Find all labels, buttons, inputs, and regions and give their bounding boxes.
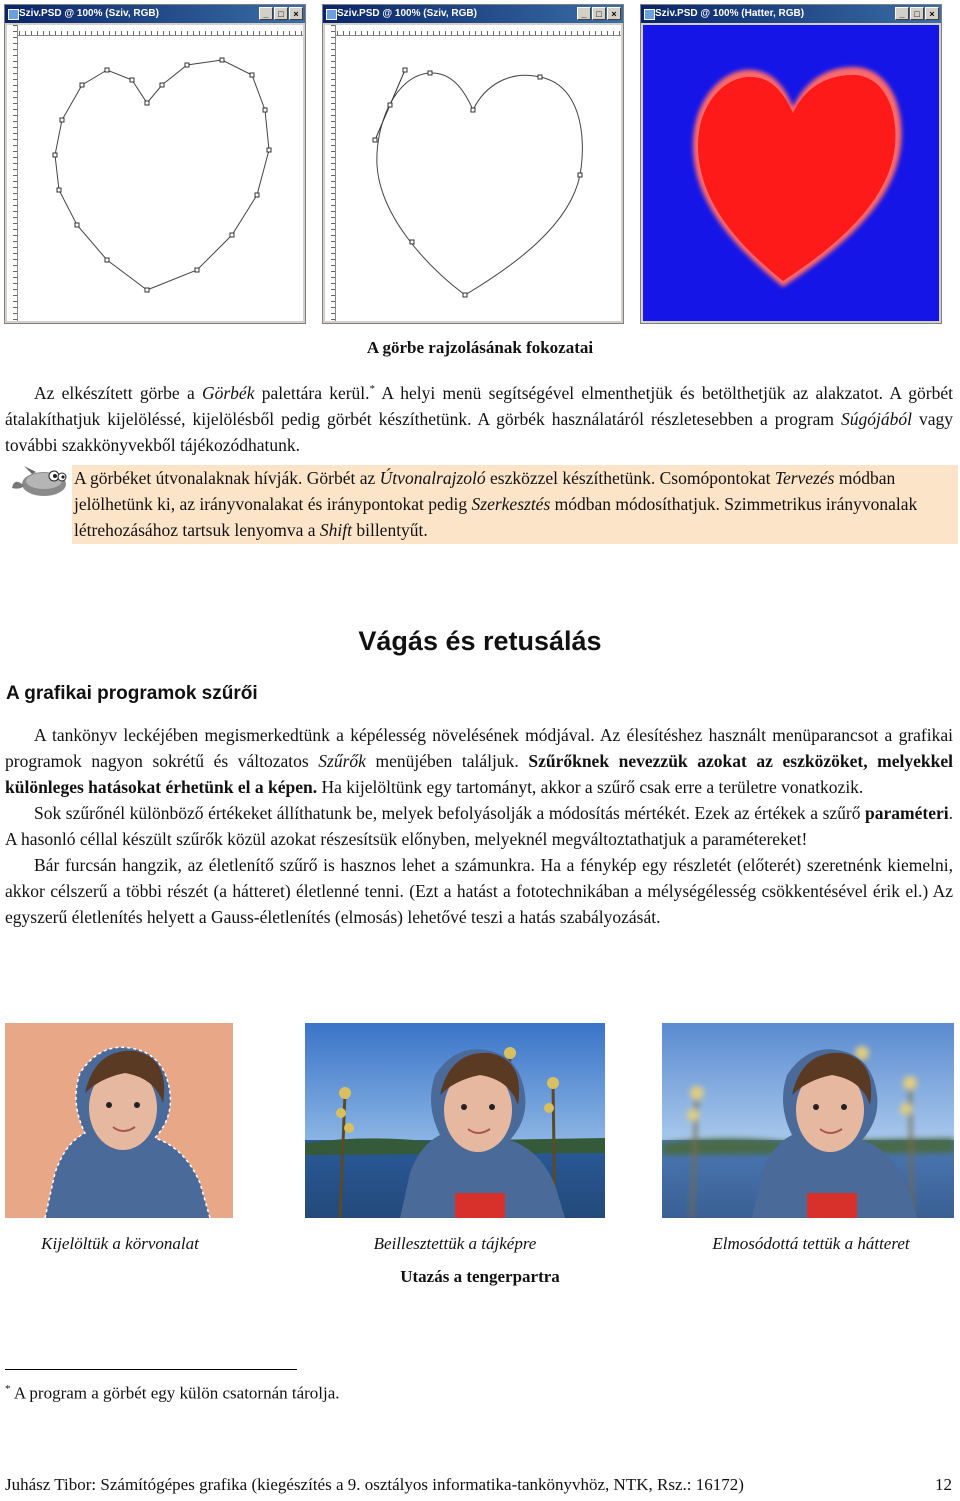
girl-portrait-selected (5, 1023, 233, 1218)
figure-caption: A görbe rajzolásának fokozatai (366, 338, 594, 357)
canvas-heart-curve (325, 25, 621, 321)
paragraph-curves: Az elkészített görbe a Görbék palettára kerül.* A helyi menü segítségével elmenthetjük és betölthetjük az alakzatot. A görbét átalakíthatjuk kijelöléssé, kijelölésből pedig görbét készíthetünk. A görbék használatáról részletesebben a program Súgójából vagy további szakkönyvekből tájékozódhatunk. (5, 382, 953, 455)
minimize-icon[interactable]: _ (895, 7, 909, 20)
close-icon[interactable]: × (289, 7, 303, 20)
maximize-icon[interactable]: □ (910, 7, 924, 20)
gimp-hint-box: A görbéket útvonalaknak hívják. Görbét az Útvonalrajzoló eszközzel készíthetünk. Csomópontokat Tervezés módban jelölhetünk ki, az irányvonalakat és iránypontokat pedig Szerkesztés módban módosíthatjuk. Szimmetrikus irányvonalak létrehozásához tartsuk lenyomva a Shift billentyűt. (72, 465, 958, 544)
photo-caption-3: Elmosódottá tettük a hátteret (712, 1234, 910, 1253)
girl-blurred-background (662, 1023, 954, 1218)
maximize-icon[interactable]: □ (274, 7, 288, 20)
heart-path-outline (7, 25, 303, 321)
close-icon[interactable]: × (607, 7, 621, 20)
window-title: Sziv.PSD @ 100% (Sziv, RGB) (19, 8, 159, 19)
section-title: Vágás és retusálás (358, 626, 602, 656)
canvas-heart-path (7, 25, 303, 321)
maximize-icon[interactable]: □ (592, 7, 606, 20)
heart-filled-shape (643, 25, 939, 321)
window-title: Sziv.PSD @ 100% (Sziv, RGB) (337, 8, 477, 19)
close-icon[interactable]: × (925, 7, 939, 20)
subsection-title: A grafikai programok szűrői (6, 683, 258, 704)
footnote-divider (5, 1369, 297, 1370)
page-footer-text: Juhász Tibor: Számítógépes grafika (kiegészítés a 9. osztályos informatika-tankönyvhöz, NTK, Rsz.: 16172) (5, 1475, 744, 1494)
document-icon (326, 9, 337, 20)
figure-caption: Utazás a tengerpartra (400, 1267, 560, 1286)
window-title-bar[interactable] (641, 5, 941, 23)
document-icon (644, 9, 655, 20)
girl-on-beach (305, 1023, 605, 1218)
footnote: * A program a görbét egy külön csatornán tárolja. (5, 1383, 340, 1403)
image-window-2[interactable] (322, 4, 624, 324)
minimize-icon[interactable]: _ (577, 7, 591, 20)
photo-blurred (662, 1023, 954, 1218)
document-icon (8, 9, 19, 20)
photo-caption-1: Kijelöltük a körvonalat (41, 1234, 199, 1253)
window-title: Sziv.PSD @ 100% (Hatter, RGB) (655, 8, 805, 19)
heart-curve-outline (325, 25, 621, 321)
canvas-heart-filled (643, 25, 939, 321)
window-title-bar[interactable] (323, 5, 623, 23)
photo-caption-2: Beillesztettük a tájképre (373, 1234, 537, 1253)
image-window-1[interactable] (4, 4, 306, 324)
window-title-bar[interactable] (5, 5, 305, 23)
image-window-3[interactable] (640, 4, 942, 324)
photo-selection (5, 1023, 233, 1218)
page-number: 12 (935, 1475, 952, 1494)
minimize-icon[interactable]: _ (259, 7, 273, 20)
body-text: A tankönyv leckéjében megismerkedtünk a képélesség növelésének módjával. Az élesítéshez használt menüparancsot a grafikai programok nagyon sokrétű és változatos Szűrők menüjében találjuk. Szűrőknek nevezzük azokat az eszközöket, melyekkel különleges hatásokat érhetünk el a képen. Ha kijelöltünk egy tartományt, akkor a szűrő csak erre a területre vonatkozik. Sok szűrőnél különböző értékeket állíthatunk be, melyek befolyásolják a módosítás mértékét. Ezek az értékek a szűrő paraméteri. A hasonló céllal készült szűrők közül azokat részesítsük előnyben, melyeknél megváltoztathatjuk a paramétereket! Bár furcsán hangzik, az életlenítő szűrő is hasznos lehet a számunkra. Ha a fénykép egy részletét (előterét) szeretnénk kiemelni, akkor célszerű a többi részét (a hátteret) életlenné tenni. (Ezt a hatást a fototechnikában a mélységélesség csökkentésével érik el.) Az egyszerű életlenítés helyett a Gauss-életlenítés (elmosás) lehetővé teszi a hatás szabályozását. (5, 725, 953, 927)
gimp-mascot-icon (10, 464, 70, 500)
photo-landscape (305, 1023, 605, 1218)
